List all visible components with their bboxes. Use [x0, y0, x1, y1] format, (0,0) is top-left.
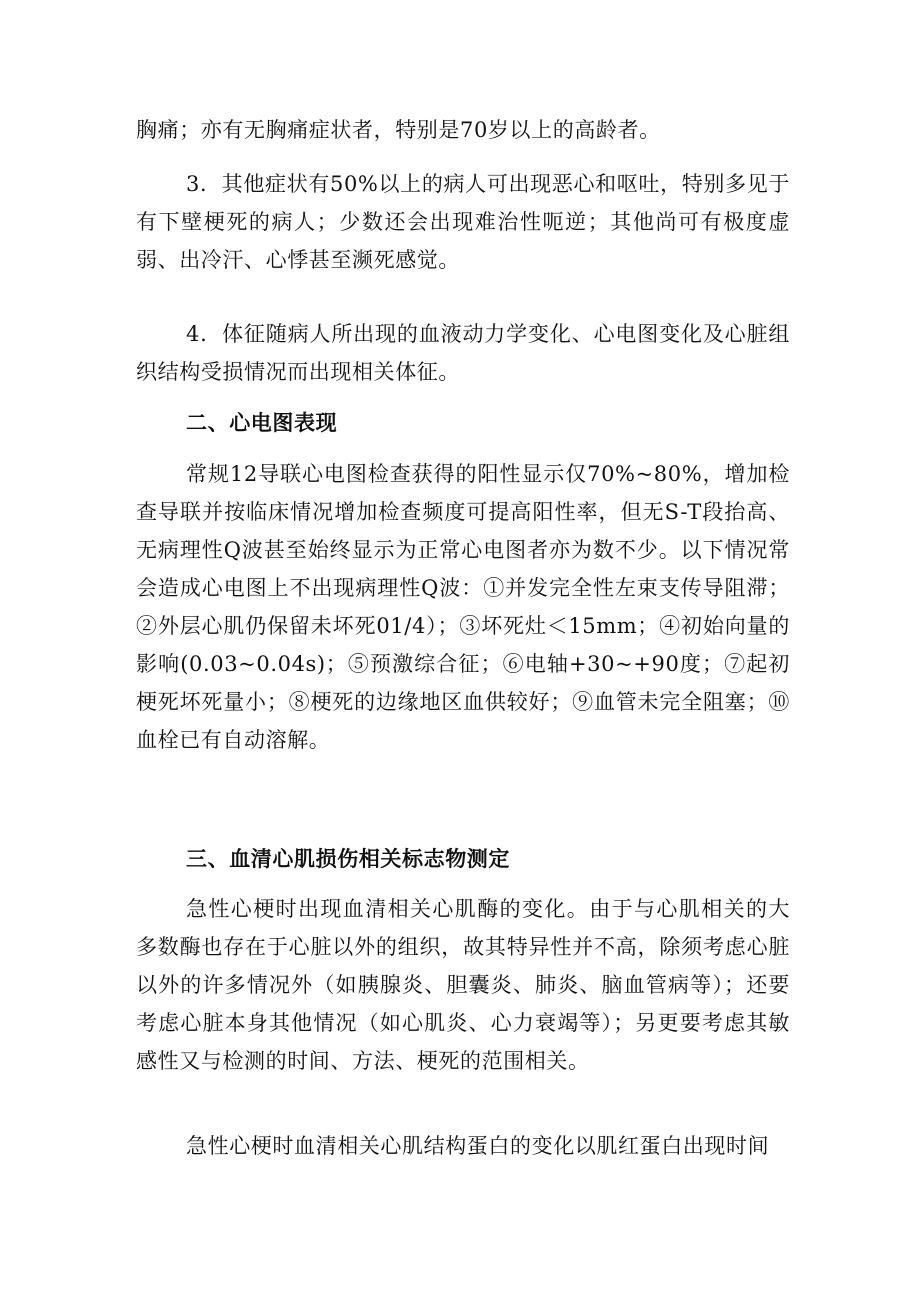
section-heading-serum-markers: 三、血清心肌损伤相关标志物测定 [186, 846, 510, 871]
paragraph-other-symptoms: 3．其他症状有50%以上的病人可出现恶心和呕吐，特别多见于有下壁梗死的病人；少数还会出现难治性呃逆；其他尚可有极度虚弱、出冷汗、心悸甚至濒死感觉。 [136, 172, 790, 272]
paragraph-structural-proteins: 急性心梗时血清相关心肌结构蛋白的变化以肌红蛋白出现时间 [186, 1134, 770, 1158]
paragraph-chest-pain-continuation: 胸痛；亦有无胸痛症状者，特别是70岁以上的高龄者。 [136, 118, 661, 142]
paragraph-ecg: 常规12导联心电图检查获得的阳性显示仅70%~80%，增加检查导联并按临床情况增加检查频度可提高阳性率，但无S-T段抬高、无病理性Q波甚至始终显示为正常心电图者亦为数不少。以下情况常会造成心电图上不出现病理性Q波：①并发完全性左束支传导阻滞；②外层心肌仍保留未坏死01/4）；③坏死灶＜15mm；④初始向量的影响(0.03~0.04s)；⑤预激综合征；⑥电轴+30~+90度；⑦起初梗死坏死量小；⑧梗死的边缘地区血供较好；⑨血管未完全阻塞；⑩血栓已有自动溶解。 [136, 462, 790, 752]
section-heading-ecg: 二、心电图表现 [186, 410, 338, 435]
paragraph-serum-enzymes: 急性心梗时出现血清相关心肌酶的变化。由于与心肌相关的大多数酶也存在于心脏以外的组织，故其特异性并不高，除须考虑心脏以外的许多情况外（如胰腺炎、胆囊炎、肺炎、脑血管病等）；还要考虑心脏本身其他情况（如心肌炎、心力衰竭等）；另更要考虑其敏感性又与检测的时间、方法、梗死的范围相关。 [136, 897, 790, 1073]
paragraph-signs: 4．体征随病人所出现的血液动力学变化、心电图变化及心脏组织结构受损情况而出现相关体征。 [136, 322, 790, 384]
